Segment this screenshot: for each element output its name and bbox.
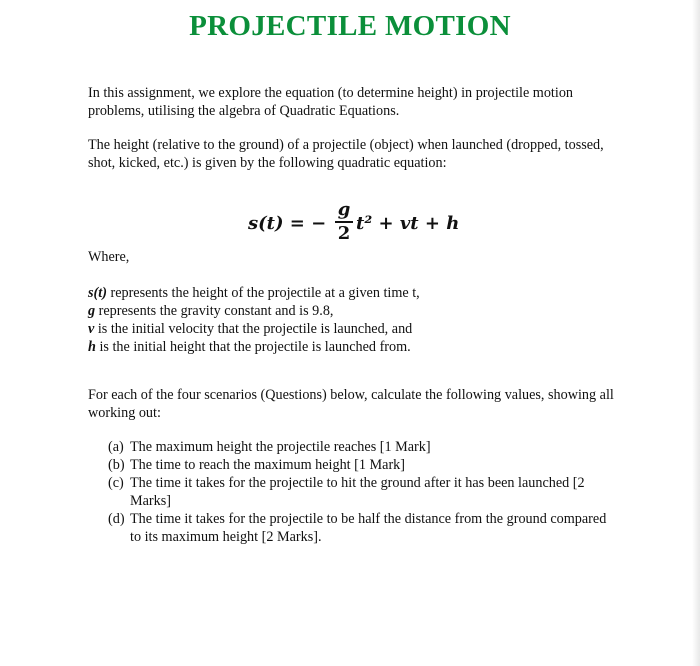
variable-symbol: s(t): [88, 285, 107, 301]
variable-definition: g represents the gravity constant and is 9.8,: [88, 303, 334, 319]
task-text: The maximum height the projectile reaches [1 Mark]: [130, 439, 431, 455]
task-text: The time it takes for the projectile to be half the distance from the ground compared to its maximum height [2 Marks].: [130, 511, 607, 545]
variable-definition: v is the initial velocity that the projectile is launched, and: [88, 321, 413, 337]
variable-symbol: v: [88, 321, 95, 337]
task-label: (a): [108, 439, 124, 455]
intro-paragraph: In this assignment, we explore the equation (to determine height) in projectile motion problems, utilising the algebra of Quadratic Equations.: [88, 85, 574, 119]
where-label: Where,: [88, 249, 130, 265]
task-label: (c): [108, 475, 124, 491]
list-item: [108, 456, 618, 474]
task-label: (b): [108, 457, 125, 473]
variable-definitions: [88, 284, 628, 356]
fraction-numerator: g: [337, 199, 351, 220]
task-text: The time it takes for the projectile to hit the ground after it has been launched [2 Marks]: [130, 475, 585, 509]
fraction-denominator: 2: [337, 222, 351, 244]
equation-lhs: s(t) = −: [248, 213, 327, 234]
task-label: (d): [108, 511, 125, 527]
height-paragraph: The height (relative to the ground) of a projectile (object) when launched (dropped, tossed, shot, kicked, etc.) is given by the following quadratic equation:: [88, 137, 604, 171]
task-list: [108, 438, 618, 546]
variable-definition: s(t) represents the height of the projectile at a given time t,: [88, 285, 420, 301]
list-item: [108, 510, 618, 546]
list-item: [108, 474, 618, 510]
equation-rhs: t² + vt + h: [356, 213, 460, 234]
variable-definition: h is the initial height that the projectile is launched from.: [88, 339, 411, 355]
variable-symbol: h: [88, 339, 96, 355]
instructions-paragraph: For each of the four scenarios (Questions) below, calculate the following values, showing all working out:: [88, 387, 614, 421]
page-title: PROJECTILE MOTION: [189, 10, 511, 42]
variable-symbol: g: [88, 303, 96, 319]
equation-fraction: [334, 200, 354, 244]
list-item: [108, 438, 618, 456]
task-text: The time to reach the maximum height [1 Mark]: [130, 457, 405, 473]
page-edge-shadow: [692, 0, 700, 666]
